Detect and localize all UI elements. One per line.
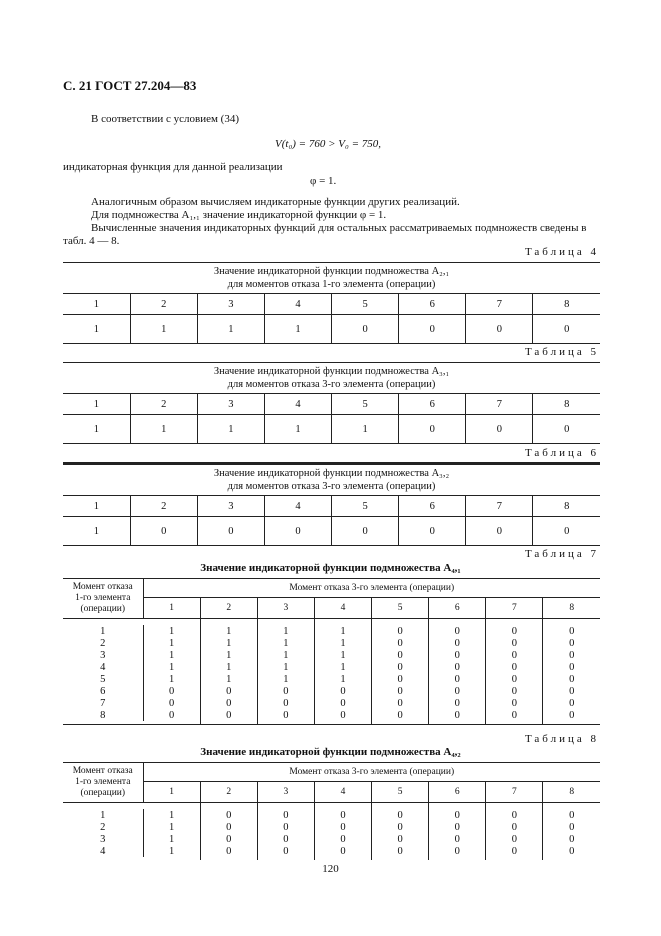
table-5-label: Таблица 5 xyxy=(524,346,599,358)
table-cell: 0 xyxy=(257,833,314,845)
table-cell: 4 xyxy=(63,845,143,857)
table-cell: 1 xyxy=(314,661,371,673)
column-header: 7 xyxy=(486,598,543,619)
table-cell: 0 xyxy=(486,649,543,661)
column-header: 4 xyxy=(264,394,331,415)
table-cell: 0 xyxy=(257,685,314,697)
column-header: 5 xyxy=(372,598,429,619)
column-header: 6 xyxy=(429,782,486,803)
table-cell: 0 xyxy=(429,821,486,833)
table-cell: 0 xyxy=(429,673,486,685)
table-cell: 1 xyxy=(168,637,175,649)
table-cell: 8 xyxy=(63,709,143,721)
table-cell: 0 xyxy=(466,315,533,344)
paragraph-1: Аналогичным образом вычисляем индикаторные функции других реализаций. xyxy=(91,196,460,208)
table-row xyxy=(63,517,600,546)
table-cell: 0 xyxy=(168,697,175,709)
table-cell: 0 xyxy=(543,821,600,833)
table-cell: 0 xyxy=(200,685,257,697)
table-cell: 0 xyxy=(372,625,429,637)
column-header: 5 xyxy=(332,294,399,315)
table-cell: 0 xyxy=(200,697,257,709)
column-header: 5 xyxy=(372,782,429,803)
table-8-title: Значение индикаторной функции подмножества A₄,₂ xyxy=(200,746,461,758)
column-header: 4 xyxy=(314,782,371,803)
left-header: Момент отказа 1-го элемента (операции) xyxy=(63,579,143,619)
column-header: 2 xyxy=(130,394,197,415)
table-cell: 1 xyxy=(63,809,143,821)
table-7 xyxy=(63,578,600,725)
table-cell: 0 xyxy=(533,415,600,444)
table-cell: 0 xyxy=(257,809,314,821)
table-cell: 7 xyxy=(63,697,143,709)
column-header: 7 xyxy=(466,294,533,315)
table-cell: 1 xyxy=(314,625,371,637)
table-cell: 0 xyxy=(372,661,429,673)
table-row xyxy=(63,821,600,833)
table-cell: 0 xyxy=(257,709,314,721)
table-cell: 1 xyxy=(168,649,175,661)
table-cell: 4 xyxy=(63,661,143,673)
column-header: 4 xyxy=(264,294,331,315)
column-header: 6 xyxy=(399,394,466,415)
table-row xyxy=(63,673,600,685)
table-4-caption: Значение индикаторной функции подмножества A₂,₁ для моментов отказа 1-го элемента (операции) xyxy=(63,263,600,294)
table-cell: 3 xyxy=(63,833,143,845)
table-cell: 0 xyxy=(543,709,600,721)
table-cell: 1 xyxy=(314,673,371,685)
column-header: 2 xyxy=(200,598,257,619)
column-header: 1 xyxy=(63,394,130,415)
column-header: 1 xyxy=(63,496,130,517)
table-cell: 0 xyxy=(486,625,543,637)
table-cell: 0 xyxy=(429,649,486,661)
table-cell: 0 xyxy=(314,709,371,721)
column-header: 5 xyxy=(332,394,399,415)
table-cell: 1 xyxy=(314,637,371,649)
table-cell: 0 xyxy=(314,809,371,821)
indicator-line: индикаторная функция для данной реализации xyxy=(63,161,283,173)
table-cell: 0 xyxy=(200,821,257,833)
table-cell: 1 xyxy=(93,323,99,335)
table-7-label: Таблица 7 xyxy=(524,548,599,560)
table-cell: 0 xyxy=(257,821,314,833)
table-cell: 1 xyxy=(264,415,331,444)
table-cell: 0 xyxy=(543,685,600,697)
table-cell: 0 xyxy=(130,517,197,546)
table-8-label: Таблица 8 xyxy=(524,733,599,745)
table-cell: 0 xyxy=(486,809,543,821)
table-6-caption: Значение индикаторной функции подмножества A₃,₂ для моментов отказа 3-го элемента (операции) xyxy=(63,464,600,496)
table-cell: 1 xyxy=(314,649,371,661)
table-row xyxy=(63,833,600,845)
table-cell: 0 xyxy=(533,517,600,546)
table-cell: 1 xyxy=(168,845,175,857)
table-cell: 0 xyxy=(332,315,399,344)
table-cell: 0 xyxy=(543,673,600,685)
table-row xyxy=(63,649,600,661)
table-5-caption: Значение индикаторной функции подмножества A₃,₁ для моментов отказа 3-го элемента (операции) xyxy=(63,363,600,394)
table-cell: 0 xyxy=(429,709,486,721)
table-cell: 0 xyxy=(332,517,399,546)
table-cell: 0 xyxy=(543,661,600,673)
table-cell: 0 xyxy=(372,637,429,649)
table-cell: 1 xyxy=(257,661,314,673)
table-cell: 0 xyxy=(264,517,331,546)
table-cell: 1 xyxy=(130,315,197,344)
table-cell: 0 xyxy=(486,833,543,845)
column-header: 1 xyxy=(143,598,200,619)
table-row xyxy=(63,415,600,444)
table-8 xyxy=(63,762,600,860)
table-cell: 1 xyxy=(168,673,175,685)
formula-1: V(t₀) = 760 > V₀ = 750, xyxy=(275,138,381,150)
table-cell: 0 xyxy=(314,845,371,857)
table-cell: 0 xyxy=(486,673,543,685)
table-cell: 0 xyxy=(314,821,371,833)
table-cell: 0 xyxy=(486,821,543,833)
table-cell: 0 xyxy=(200,809,257,821)
column-header: 4 xyxy=(314,598,371,619)
table-row xyxy=(63,661,600,673)
page-number: 120 xyxy=(322,863,339,875)
table-cell: 0 xyxy=(543,697,600,709)
table-cell: 0 xyxy=(429,625,486,637)
table-row xyxy=(63,685,600,697)
table-cell: 0 xyxy=(257,697,314,709)
table-5 xyxy=(63,362,600,444)
paragraph-3b: табл. 4 — 8. xyxy=(63,235,120,247)
table-cell: 0 xyxy=(486,685,543,697)
table-cell: 0 xyxy=(168,709,175,721)
table-row xyxy=(63,625,600,637)
formula-2: φ = 1. xyxy=(310,175,337,187)
table-cell: 1 xyxy=(200,673,257,685)
table-cell: 0 xyxy=(200,845,257,857)
column-header: 1 xyxy=(63,294,130,315)
paragraph-2: Для подмножества A₁,₁ значение индикаторной функции φ = 1. xyxy=(91,209,387,221)
table-cell: 0 xyxy=(429,833,486,845)
table-cell: 1 xyxy=(63,625,143,637)
table-cell: 0 xyxy=(533,315,600,344)
table-cell: 0 xyxy=(372,649,429,661)
table-cell: 5 xyxy=(63,673,143,685)
table-cell: 0 xyxy=(429,637,486,649)
top-header: Момент отказа 3-го элемента (операции) xyxy=(289,766,455,777)
column-header: 3 xyxy=(197,394,264,415)
table-cell: 1 xyxy=(257,673,314,685)
table-cell: 0 xyxy=(372,821,429,833)
table-cell: 0 xyxy=(429,845,486,857)
table-cell: 0 xyxy=(543,833,600,845)
top-header: Момент отказа 3-го элемента (операции) xyxy=(289,582,455,593)
table-cell: 0 xyxy=(543,809,600,821)
table-cell: 1 xyxy=(168,809,175,821)
table-cell: 0 xyxy=(399,315,466,344)
table-row xyxy=(63,637,600,649)
column-header: 3 xyxy=(257,598,314,619)
table-cell: 1 xyxy=(257,637,314,649)
table-row xyxy=(63,697,600,709)
table-cell: 1 xyxy=(200,649,257,661)
table-cell: 6 xyxy=(63,685,143,697)
table-cell: 3 xyxy=(63,649,143,661)
table-cell: 0 xyxy=(466,517,533,546)
table-4 xyxy=(63,262,600,344)
table-cell: 0 xyxy=(372,673,429,685)
column-header: 8 xyxy=(543,782,600,803)
table-cell: 1 xyxy=(200,625,257,637)
table-6 xyxy=(63,462,600,546)
table-cell: 0 xyxy=(372,685,429,697)
table-cell: 0 xyxy=(197,517,264,546)
column-header: 7 xyxy=(486,782,543,803)
table-cell: 0 xyxy=(486,845,543,857)
column-header: 5 xyxy=(332,496,399,517)
table-cell: 1 xyxy=(257,625,314,637)
table-cell: 0 xyxy=(486,661,543,673)
table-cell: 1 xyxy=(168,661,175,673)
table-cell: 1 xyxy=(168,625,175,637)
table-cell: 0 xyxy=(429,809,486,821)
table-cell: 1 xyxy=(200,637,257,649)
column-header: 8 xyxy=(533,496,600,517)
table-cell: 0 xyxy=(466,415,533,444)
table-cell: 1 xyxy=(130,415,197,444)
table-cell: 0 xyxy=(429,697,486,709)
table-cell: 0 xyxy=(429,661,486,673)
table-4-label: Таблица 4 xyxy=(524,246,599,258)
table-cell: 0 xyxy=(372,833,429,845)
intro-text: В соответствии с условием (34) xyxy=(91,113,239,125)
column-header: 6 xyxy=(399,294,466,315)
table-row xyxy=(63,315,600,344)
table-cell: 0 xyxy=(543,625,600,637)
column-header: 7 xyxy=(466,394,533,415)
table-cell: 1 xyxy=(168,833,175,845)
table-cell: 0 xyxy=(372,709,429,721)
column-header: 8 xyxy=(533,394,600,415)
table-cell: 0 xyxy=(200,709,257,721)
column-header: 8 xyxy=(543,598,600,619)
table-cell: 0 xyxy=(486,637,543,649)
table-cell: 2 xyxy=(63,821,143,833)
table-cell: 0 xyxy=(372,845,429,857)
table-cell: 1 xyxy=(197,315,264,344)
table-cell: 0 xyxy=(399,415,466,444)
table-row xyxy=(63,845,600,857)
table-cell: 0 xyxy=(543,637,600,649)
table-cell: 1 xyxy=(93,423,99,435)
table-cell: 0 xyxy=(257,845,314,857)
table-cell: 0 xyxy=(429,685,486,697)
column-header: 7 xyxy=(466,496,533,517)
table-cell: 0 xyxy=(486,697,543,709)
paragraph-3a: Вычисленные значения индикаторных функций для остальных рассматриваемых подмножеств сведены в xyxy=(91,222,587,234)
column-header: 2 xyxy=(200,782,257,803)
table-cell: 0 xyxy=(372,697,429,709)
table-cell: 0 xyxy=(314,833,371,845)
column-header: 1 xyxy=(143,782,200,803)
table-cell: 1 xyxy=(332,415,399,444)
column-header: 2 xyxy=(130,294,197,315)
column-header: 3 xyxy=(197,294,264,315)
table-cell: 0 xyxy=(543,649,600,661)
table-cell: 1 xyxy=(257,649,314,661)
table-cell: 1 xyxy=(197,415,264,444)
table-cell: 0 xyxy=(543,845,600,857)
table-cell: 1 xyxy=(93,525,99,537)
table-cell: 0 xyxy=(372,809,429,821)
table-row xyxy=(63,809,600,821)
column-header: 6 xyxy=(399,496,466,517)
table-cell: 1 xyxy=(168,821,175,833)
column-header: 3 xyxy=(197,496,264,517)
table-6-label: Таблица 6 xyxy=(524,447,599,459)
page-header: С. 21 ГОСТ 27.204—83 xyxy=(63,78,197,93)
table-7-title: Значение индикаторной функции подмножества A₄,₁ xyxy=(200,562,461,574)
table-cell: 0 xyxy=(168,685,175,697)
table-cell: 0 xyxy=(399,517,466,546)
column-header: 2 xyxy=(130,496,197,517)
table-cell: 0 xyxy=(314,697,371,709)
table-cell: 2 xyxy=(63,637,143,649)
column-header: 8 xyxy=(533,294,600,315)
left-header: Момент отказа 1-го элемента (операции) xyxy=(63,763,143,803)
table-cell: 1 xyxy=(200,661,257,673)
table-row xyxy=(63,709,600,721)
table-cell: 0 xyxy=(314,685,371,697)
column-header: 6 xyxy=(429,598,486,619)
column-header: 4 xyxy=(264,496,331,517)
table-cell: 0 xyxy=(486,709,543,721)
table-cell: 0 xyxy=(200,833,257,845)
table-cell: 1 xyxy=(264,315,331,344)
column-header: 3 xyxy=(257,782,314,803)
